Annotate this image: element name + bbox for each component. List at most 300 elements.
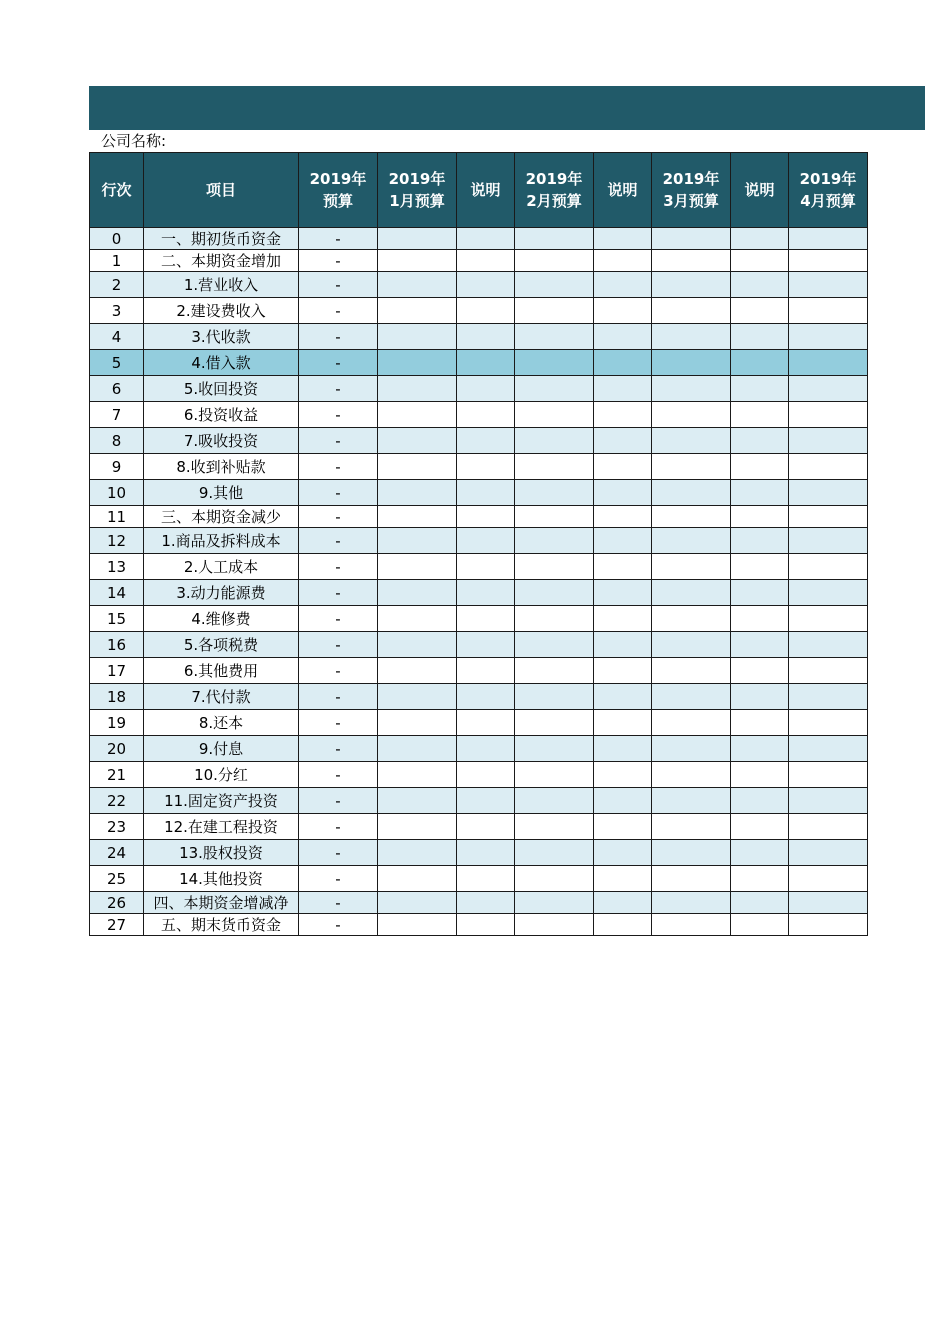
note-cell[interactable] — [731, 428, 789, 454]
monthly-budget-cell[interactable] — [515, 350, 594, 376]
monthly-budget-cell[interactable] — [515, 632, 594, 658]
note-cell[interactable] — [731, 228, 789, 250]
note-cell[interactable] — [731, 506, 789, 528]
item-name-cell: 4.借入款 — [144, 350, 299, 376]
monthly-budget-cell[interactable] — [652, 298, 731, 324]
note-cell[interactable] — [731, 736, 789, 762]
note-cell[interactable] — [594, 814, 652, 840]
monthly-budget-cell[interactable] — [789, 324, 868, 350]
note-cell[interactable] — [594, 914, 652, 936]
note-cell[interactable] — [594, 402, 652, 428]
table-row — [90, 454, 868, 480]
monthly-budget-cell[interactable] — [652, 350, 731, 376]
monthly-budget-cell[interactable] — [789, 350, 868, 376]
note-cell[interactable] — [594, 324, 652, 350]
monthly-budget-cell[interactable] — [789, 272, 868, 298]
monthly-budget-cell[interactable] — [789, 736, 868, 762]
row-number-cell: 7 — [90, 402, 144, 428]
table-row — [90, 684, 868, 710]
note-cell[interactable] — [731, 554, 789, 580]
annual-budget-cell[interactable]: - — [299, 228, 378, 250]
row-number-cell: 24 — [90, 840, 144, 866]
monthly-budget-cell[interactable] — [652, 454, 731, 480]
monthly-budget-cell[interactable] — [789, 228, 868, 250]
note-cell[interactable] — [457, 840, 515, 866]
row-number-cell: 16 — [90, 632, 144, 658]
monthly-budget-cell[interactable] — [378, 736, 457, 762]
annual-budget-cell[interactable]: - — [299, 480, 378, 506]
monthly-budget-cell[interactable] — [378, 324, 457, 350]
annual-budget-cell[interactable]: - — [299, 914, 378, 936]
table-row — [90, 606, 868, 632]
annual-budget-cell[interactable]: - — [299, 428, 378, 454]
monthly-budget-cell[interactable] — [652, 228, 731, 250]
item-name-cell: 1.商品及拆料成本 — [144, 528, 299, 554]
monthly-budget-cell[interactable] — [515, 914, 594, 936]
monthly-budget-cell[interactable] — [789, 684, 868, 710]
annual-budget-cell[interactable]: - — [299, 402, 378, 428]
annual-budget-cell[interactable]: - — [299, 840, 378, 866]
item-name-cell: 五、期末货币资金 — [144, 914, 299, 936]
annual-budget-cell[interactable]: - — [299, 866, 378, 892]
note-cell[interactable] — [457, 298, 515, 324]
item-name-cell: 一、期初货币资金 — [144, 228, 299, 250]
note-cell[interactable] — [457, 814, 515, 840]
monthly-budget-cell[interactable] — [789, 814, 868, 840]
note-cell[interactable] — [594, 658, 652, 684]
title-bar — [89, 86, 925, 130]
monthly-budget-cell[interactable] — [378, 632, 457, 658]
monthly-budget-cell[interactable] — [515, 840, 594, 866]
annual-budget-cell[interactable]: - — [299, 684, 378, 710]
monthly-budget-cell[interactable] — [789, 580, 868, 606]
note-cell[interactable] — [457, 788, 515, 814]
header-row — [90, 153, 868, 228]
monthly-budget-cell[interactable] — [378, 506, 457, 528]
row-number-cell: 8 — [90, 428, 144, 454]
monthly-budget-cell[interactable] — [789, 632, 868, 658]
monthly-budget-cell[interactable] — [515, 428, 594, 454]
monthly-budget-cell[interactable] — [378, 914, 457, 936]
monthly-budget-cell[interactable] — [515, 324, 594, 350]
monthly-budget-cell[interactable] — [652, 866, 731, 892]
monthly-budget-cell[interactable] — [378, 762, 457, 788]
table-row — [90, 324, 868, 350]
note-cell[interactable] — [731, 272, 789, 298]
note-cell[interactable] — [594, 684, 652, 710]
note-cell[interactable] — [594, 866, 652, 892]
note-cell[interactable] — [731, 788, 789, 814]
annual-budget-cell[interactable]: - — [299, 814, 378, 840]
monthly-budget-cell[interactable] — [515, 528, 594, 554]
monthly-budget-cell[interactable] — [652, 788, 731, 814]
column-header: 项目 — [144, 153, 299, 228]
note-cell[interactable] — [457, 376, 515, 402]
note-cell[interactable] — [457, 454, 515, 480]
monthly-budget-cell[interactable] — [515, 710, 594, 736]
monthly-budget-cell[interactable] — [378, 606, 457, 632]
monthly-budget-cell[interactable] — [652, 684, 731, 710]
monthly-budget-cell[interactable] — [378, 298, 457, 324]
monthly-budget-cell[interactable] — [378, 402, 457, 428]
note-cell[interactable] — [594, 554, 652, 580]
note-cell[interactable] — [731, 298, 789, 324]
annual-budget-cell[interactable]: - — [299, 554, 378, 580]
monthly-budget-cell[interactable] — [515, 762, 594, 788]
monthly-budget-cell[interactable] — [378, 892, 457, 914]
annual-budget-cell[interactable]: - — [299, 632, 378, 658]
note-cell[interactable] — [594, 710, 652, 736]
note-cell[interactable] — [594, 580, 652, 606]
budget-table — [89, 152, 868, 936]
note-cell[interactable] — [457, 866, 515, 892]
monthly-budget-cell[interactable] — [652, 914, 731, 936]
note-cell[interactable] — [457, 506, 515, 528]
note-cell[interactable] — [457, 736, 515, 762]
note-cell[interactable] — [457, 710, 515, 736]
monthly-budget-cell[interactable] — [789, 528, 868, 554]
item-name-cell: 2.人工成本 — [144, 554, 299, 580]
monthly-budget-cell[interactable] — [789, 762, 868, 788]
monthly-budget-cell[interactable] — [515, 684, 594, 710]
row-number-cell: 11 — [90, 506, 144, 528]
monthly-budget-cell[interactable] — [789, 840, 868, 866]
note-cell[interactable] — [457, 914, 515, 936]
note-cell[interactable] — [457, 228, 515, 250]
note-cell[interactable] — [594, 528, 652, 554]
table-row — [90, 298, 868, 324]
monthly-budget-cell[interactable] — [515, 788, 594, 814]
row-number-cell: 4 — [90, 324, 144, 350]
monthly-budget-cell[interactable] — [652, 250, 731, 272]
monthly-budget-cell[interactable] — [515, 272, 594, 298]
row-number-cell: 17 — [90, 658, 144, 684]
monthly-budget-cell[interactable] — [789, 428, 868, 454]
note-cell[interactable] — [594, 376, 652, 402]
column-header: 2019年 3月预算 — [652, 153, 731, 228]
annual-budget-cell[interactable]: - — [299, 710, 378, 736]
row-number-cell: 20 — [90, 736, 144, 762]
monthly-budget-cell[interactable] — [378, 428, 457, 454]
note-cell[interactable] — [457, 762, 515, 788]
row-number-cell: 19 — [90, 710, 144, 736]
item-name-cell: 13.股权投资 — [144, 840, 299, 866]
annual-budget-cell[interactable]: - — [299, 506, 378, 528]
note-cell[interactable] — [731, 376, 789, 402]
row-number-cell: 14 — [90, 580, 144, 606]
item-name-cell: 9.其他 — [144, 480, 299, 506]
monthly-budget-cell[interactable] — [515, 402, 594, 428]
row-number-cell: 18 — [90, 684, 144, 710]
monthly-budget-cell[interactable] — [515, 250, 594, 272]
note-cell[interactable] — [731, 528, 789, 554]
monthly-budget-cell[interactable] — [789, 376, 868, 402]
monthly-budget-cell[interactable] — [378, 788, 457, 814]
monthly-budget-cell[interactable] — [378, 454, 457, 480]
monthly-budget-cell[interactable] — [652, 554, 731, 580]
row-number-cell: 3 — [90, 298, 144, 324]
monthly-budget-cell[interactable] — [652, 528, 731, 554]
monthly-budget-cell[interactable] — [789, 480, 868, 506]
monthly-budget-cell[interactable] — [652, 376, 731, 402]
monthly-budget-cell[interactable] — [789, 710, 868, 736]
table-row — [90, 402, 868, 428]
note-cell[interactable] — [457, 350, 515, 376]
column-header: 2019年 预算 — [299, 153, 378, 228]
item-name-cell: 1.营业收入 — [144, 272, 299, 298]
item-name-cell: 9.付息 — [144, 736, 299, 762]
note-cell[interactable] — [594, 350, 652, 376]
item-name-cell: 5.收回投资 — [144, 376, 299, 402]
annual-budget-cell[interactable]: - — [299, 606, 378, 632]
item-name-cell: 12.在建工程投资 — [144, 814, 299, 840]
monthly-budget-cell[interactable] — [789, 866, 868, 892]
column-header: 2019年 2月预算 — [515, 153, 594, 228]
table-body — [90, 228, 868, 936]
monthly-budget-cell[interactable] — [652, 632, 731, 658]
annual-budget-cell[interactable]: - — [299, 454, 378, 480]
item-name-cell: 11.固定资产投资 — [144, 788, 299, 814]
item-name-cell: 8.还本 — [144, 710, 299, 736]
item-name-cell: 3.代收款 — [144, 324, 299, 350]
monthly-budget-cell[interactable] — [515, 480, 594, 506]
row-number-cell: 21 — [90, 762, 144, 788]
note-cell[interactable] — [594, 250, 652, 272]
note-cell[interactable] — [731, 658, 789, 684]
item-name-cell: 14.其他投资 — [144, 866, 299, 892]
annual-budget-cell[interactable]: - — [299, 250, 378, 272]
monthly-budget-cell[interactable] — [515, 298, 594, 324]
row-number-cell: 9 — [90, 454, 144, 480]
table-row — [90, 892, 868, 914]
monthly-budget-cell[interactable] — [378, 528, 457, 554]
row-number-cell: 22 — [90, 788, 144, 814]
note-cell[interactable] — [731, 580, 789, 606]
monthly-budget-cell[interactable] — [789, 454, 868, 480]
monthly-budget-cell[interactable] — [789, 658, 868, 684]
note-cell[interactable] — [731, 480, 789, 506]
monthly-budget-cell[interactable] — [378, 480, 457, 506]
annual-budget-cell[interactable]: - — [299, 350, 378, 376]
monthly-budget-cell[interactable] — [789, 298, 868, 324]
item-name-cell: 4.维修费 — [144, 606, 299, 632]
monthly-budget-cell[interactable] — [515, 892, 594, 914]
monthly-budget-cell[interactable] — [789, 250, 868, 272]
monthly-budget-cell[interactable] — [652, 840, 731, 866]
monthly-budget-cell[interactable] — [789, 554, 868, 580]
monthly-budget-cell[interactable] — [378, 272, 457, 298]
note-cell[interactable] — [731, 250, 789, 272]
note-cell[interactable] — [594, 480, 652, 506]
row-number-cell: 2 — [90, 272, 144, 298]
row-number-cell: 1 — [90, 250, 144, 272]
monthly-budget-cell[interactable] — [378, 710, 457, 736]
row-number-cell: 12 — [90, 528, 144, 554]
monthly-budget-cell[interactable] — [378, 840, 457, 866]
note-cell[interactable] — [457, 272, 515, 298]
annual-budget-cell[interactable]: - — [299, 324, 378, 350]
note-cell[interactable] — [731, 840, 789, 866]
item-name-cell: 6.投资收益 — [144, 402, 299, 428]
monthly-budget-cell[interactable] — [789, 402, 868, 428]
monthly-budget-cell[interactable] — [652, 480, 731, 506]
note-cell[interactable] — [457, 580, 515, 606]
monthly-budget-cell[interactable] — [515, 376, 594, 402]
monthly-budget-cell[interactable] — [378, 866, 457, 892]
monthly-budget-cell[interactable] — [378, 376, 457, 402]
monthly-budget-cell[interactable] — [378, 814, 457, 840]
item-name-cell: 5.各项税费 — [144, 632, 299, 658]
note-cell[interactable] — [731, 324, 789, 350]
note-cell[interactable] — [594, 892, 652, 914]
annual-budget-cell[interactable]: - — [299, 736, 378, 762]
monthly-budget-cell[interactable] — [515, 454, 594, 480]
note-cell[interactable] — [594, 840, 652, 866]
note-cell[interactable] — [457, 658, 515, 684]
table-row — [90, 272, 868, 298]
note-cell[interactable] — [594, 454, 652, 480]
item-name-cell: 二、本期资金增加 — [144, 250, 299, 272]
item-name-cell: 10.分红 — [144, 762, 299, 788]
note-cell[interactable] — [457, 684, 515, 710]
annual-budget-cell[interactable]: - — [299, 658, 378, 684]
note-cell[interactable] — [731, 814, 789, 840]
monthly-budget-cell[interactable] — [652, 606, 731, 632]
column-header: 2019年 1月预算 — [378, 153, 457, 228]
table-row — [90, 866, 868, 892]
note-cell[interactable] — [731, 684, 789, 710]
note-cell[interactable] — [594, 606, 652, 632]
note-cell[interactable] — [731, 350, 789, 376]
annual-budget-cell[interactable]: - — [299, 892, 378, 914]
monthly-budget-cell[interactable] — [378, 554, 457, 580]
table-row — [90, 528, 868, 554]
note-cell[interactable] — [457, 480, 515, 506]
monthly-budget-cell[interactable] — [789, 606, 868, 632]
row-number-cell: 26 — [90, 892, 144, 914]
monthly-budget-cell[interactable] — [652, 506, 731, 528]
monthly-budget-cell[interactable] — [789, 506, 868, 528]
monthly-budget-cell[interactable] — [652, 580, 731, 606]
monthly-budget-cell[interactable] — [652, 324, 731, 350]
note-cell[interactable] — [594, 762, 652, 788]
monthly-budget-cell[interactable] — [789, 892, 868, 914]
monthly-budget-cell[interactable] — [515, 606, 594, 632]
monthly-budget-cell[interactable] — [378, 658, 457, 684]
note-cell[interactable] — [731, 892, 789, 914]
table-row — [90, 632, 868, 658]
note-cell[interactable] — [457, 632, 515, 658]
note-cell[interactable] — [594, 506, 652, 528]
table-row — [90, 250, 868, 272]
note-cell[interactable] — [457, 528, 515, 554]
monthly-budget-cell[interactable] — [378, 350, 457, 376]
table-row — [90, 788, 868, 814]
table-row — [90, 480, 868, 506]
note-cell[interactable] — [731, 914, 789, 936]
note-cell[interactable] — [594, 298, 652, 324]
item-name-cell: 四、本期资金增减净 — [144, 892, 299, 914]
monthly-budget-cell[interactable] — [515, 736, 594, 762]
note-cell[interactable] — [594, 788, 652, 814]
note-cell[interactable] — [731, 710, 789, 736]
row-number-cell: 25 — [90, 866, 144, 892]
note-cell[interactable] — [594, 272, 652, 298]
monthly-budget-cell[interactable] — [378, 684, 457, 710]
monthly-budget-cell[interactable] — [652, 428, 731, 454]
note-cell[interactable] — [731, 454, 789, 480]
monthly-budget-cell[interactable] — [515, 658, 594, 684]
monthly-budget-cell[interactable] — [652, 762, 731, 788]
item-name-cell: 三、本期资金减少 — [144, 506, 299, 528]
note-cell[interactable] — [594, 736, 652, 762]
table-row — [90, 914, 868, 936]
note-cell[interactable] — [731, 632, 789, 658]
column-header: 说明 — [594, 153, 652, 228]
row-number-cell: 5 — [90, 350, 144, 376]
item-name-cell: 7.吸收投资 — [144, 428, 299, 454]
annual-budget-cell[interactable]: - — [299, 580, 378, 606]
note-cell[interactable] — [731, 606, 789, 632]
monthly-budget-cell[interactable] — [515, 580, 594, 606]
note-cell[interactable] — [457, 606, 515, 632]
monthly-budget-cell[interactable] — [515, 506, 594, 528]
monthly-budget-cell[interactable] — [789, 788, 868, 814]
item-name-cell: 7.代付款 — [144, 684, 299, 710]
note-cell[interactable] — [457, 250, 515, 272]
monthly-budget-cell[interactable] — [515, 866, 594, 892]
row-number-cell: 23 — [90, 814, 144, 840]
note-cell[interactable] — [594, 428, 652, 454]
note-cell[interactable] — [731, 866, 789, 892]
monthly-budget-cell[interactable] — [378, 228, 457, 250]
monthly-budget-cell[interactable] — [789, 914, 868, 936]
table-row — [90, 376, 868, 402]
note-cell[interactable] — [457, 324, 515, 350]
note-cell[interactable] — [731, 402, 789, 428]
monthly-budget-cell[interactable] — [652, 736, 731, 762]
monthly-budget-cell[interactable] — [652, 272, 731, 298]
column-header: 行次 — [90, 153, 144, 228]
note-cell[interactable] — [731, 762, 789, 788]
note-cell[interactable] — [594, 632, 652, 658]
table-row — [90, 840, 868, 866]
monthly-budget-cell[interactable] — [652, 658, 731, 684]
annual-budget-cell[interactable]: - — [299, 298, 378, 324]
monthly-budget-cell[interactable] — [515, 554, 594, 580]
monthly-budget-cell[interactable] — [652, 892, 731, 914]
annual-budget-cell[interactable]: - — [299, 528, 378, 554]
monthly-budget-cell[interactable] — [515, 814, 594, 840]
monthly-budget-cell[interactable] — [378, 580, 457, 606]
note-cell[interactable] — [457, 428, 515, 454]
annual-budget-cell[interactable]: - — [299, 788, 378, 814]
table-row — [90, 762, 868, 788]
monthly-budget-cell[interactable] — [652, 402, 731, 428]
annual-budget-cell[interactable]: - — [299, 272, 378, 298]
annual-budget-cell[interactable]: - — [299, 762, 378, 788]
annual-budget-cell[interactable]: - — [299, 376, 378, 402]
monthly-budget-cell[interactable] — [652, 710, 731, 736]
note-cell[interactable] — [457, 402, 515, 428]
monthly-budget-cell[interactable] — [515, 228, 594, 250]
note-cell[interactable] — [594, 228, 652, 250]
note-cell[interactable] — [457, 554, 515, 580]
row-number-cell: 6 — [90, 376, 144, 402]
monthly-budget-cell[interactable] — [378, 250, 457, 272]
monthly-budget-cell[interactable] — [652, 814, 731, 840]
note-cell[interactable] — [457, 892, 515, 914]
